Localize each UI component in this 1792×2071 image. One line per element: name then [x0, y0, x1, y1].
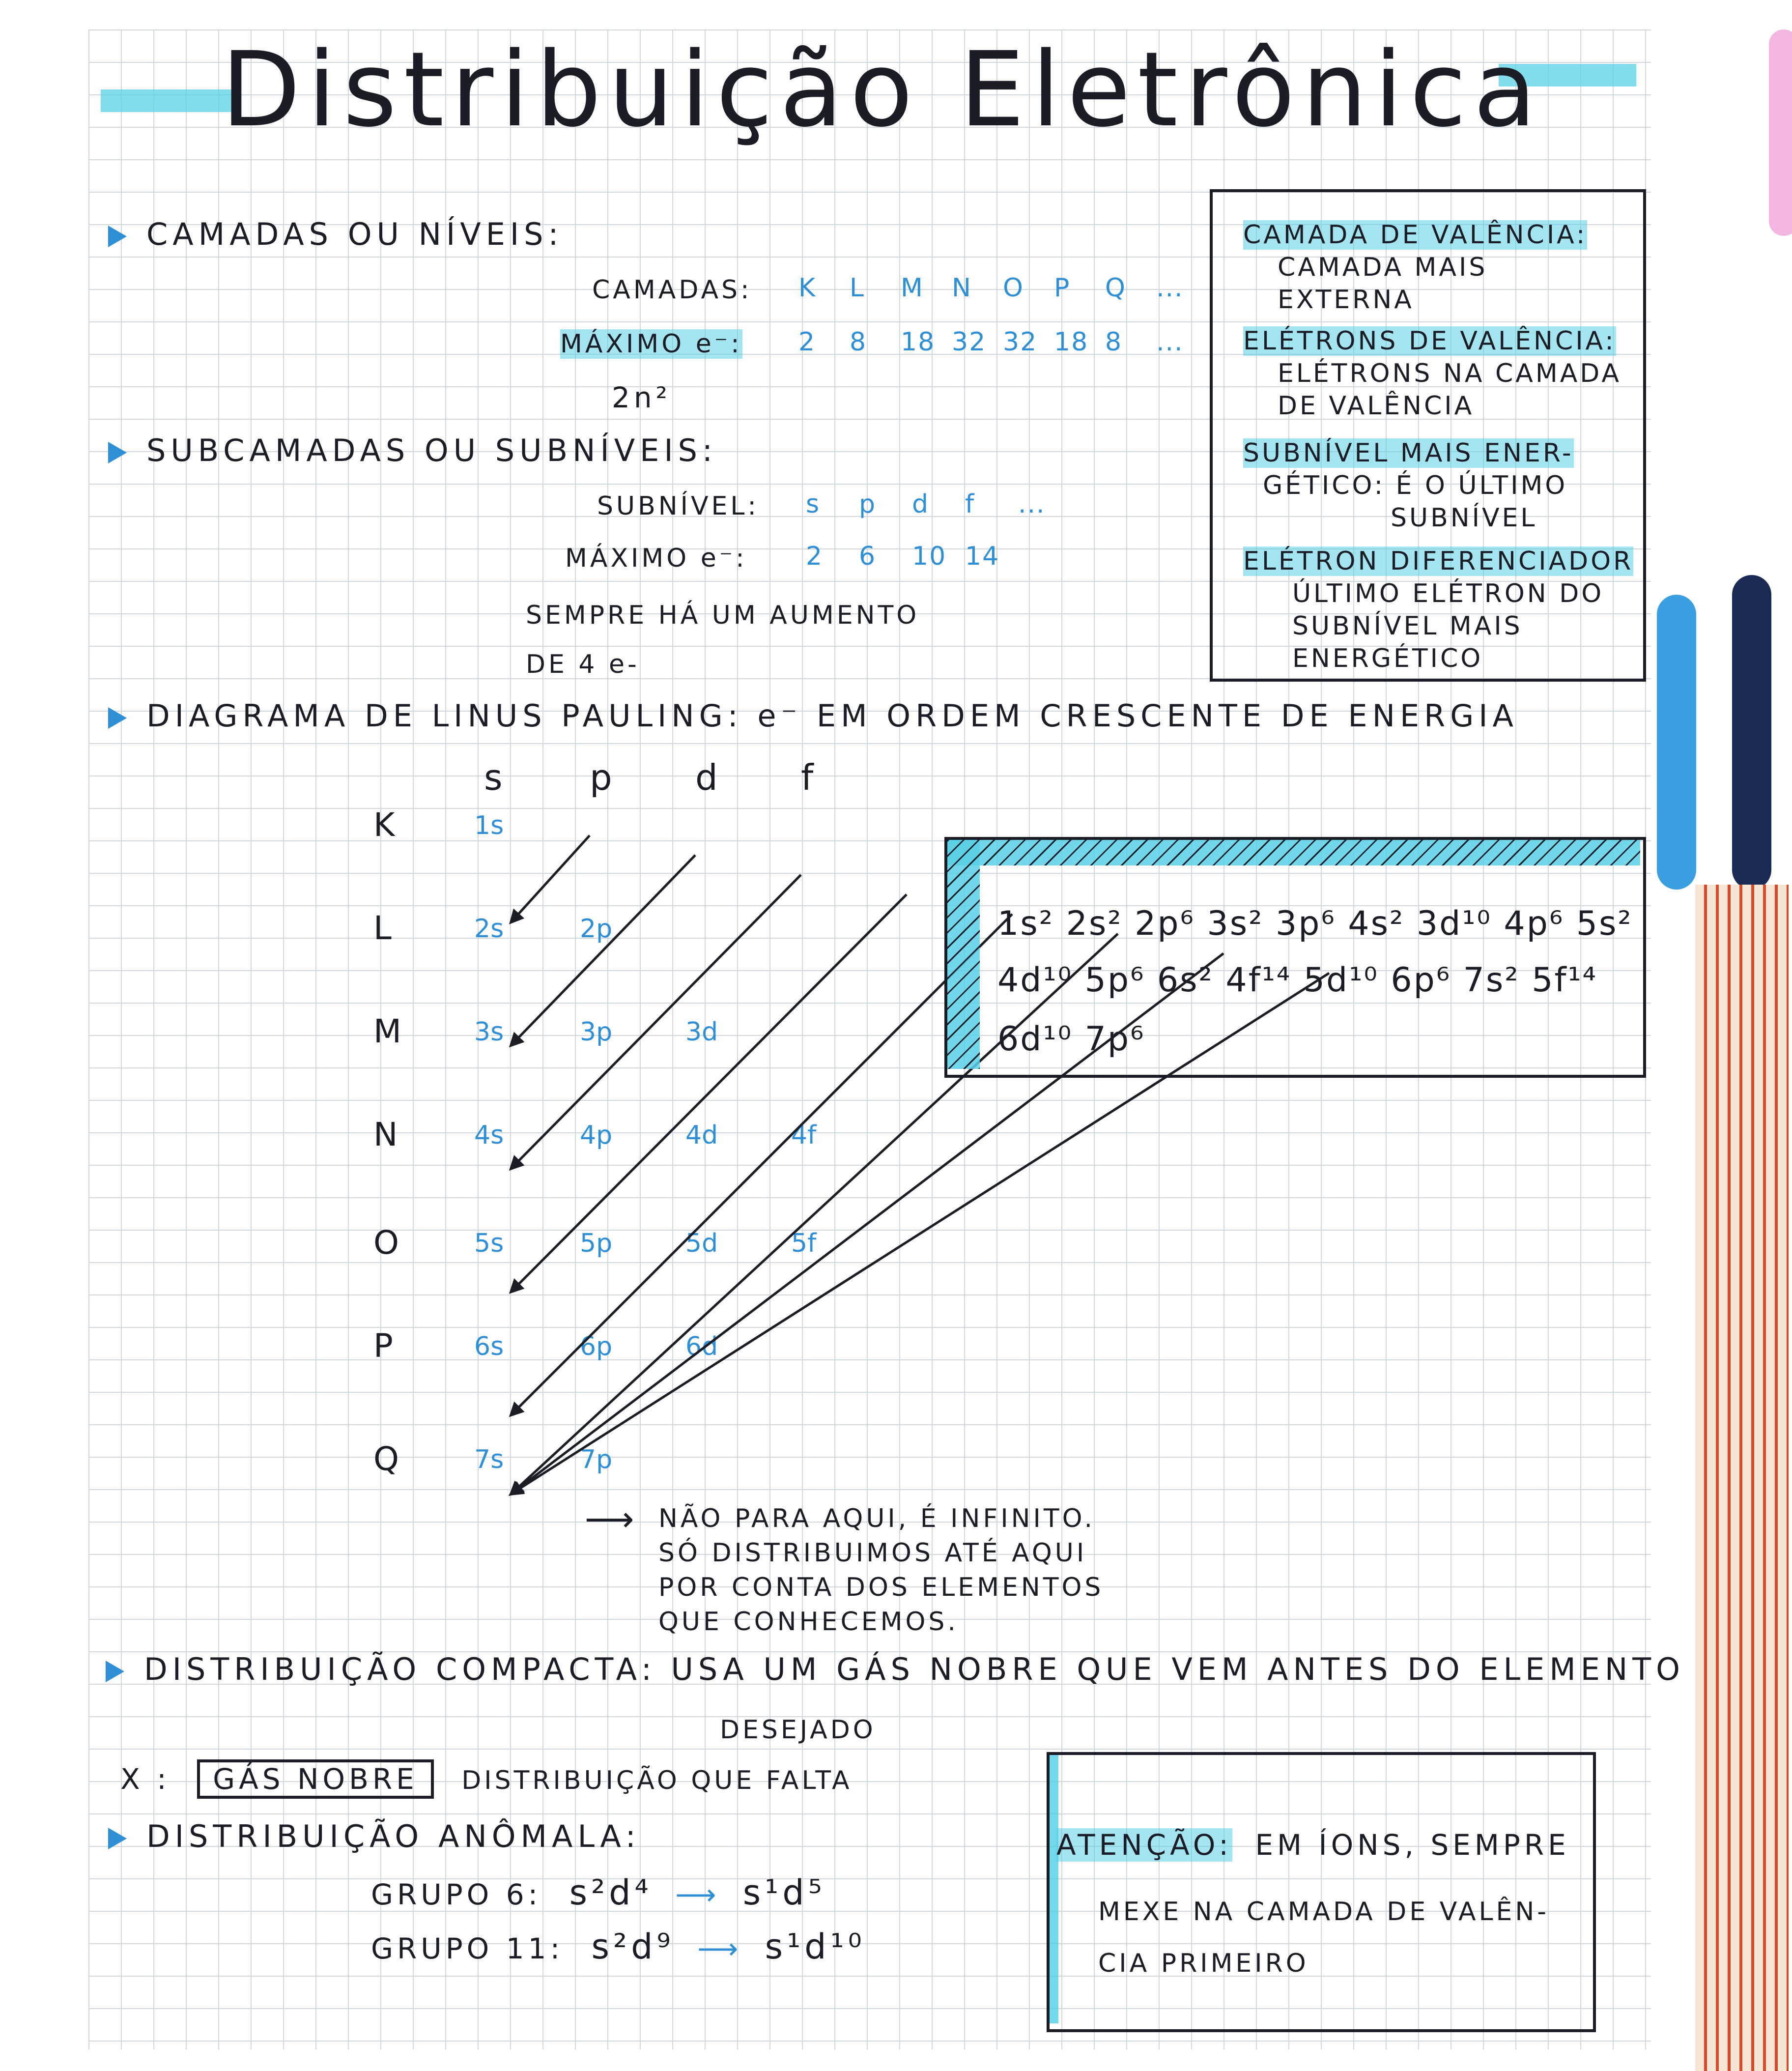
camada-letter: Q: [1105, 273, 1126, 303]
compacta-gas: GÁS NOBRE: [197, 1759, 434, 1799]
pauling-column-header: s: [484, 757, 507, 798]
grupo11-from: s²d⁹: [591, 1927, 675, 1967]
pauling-shell-label: N: [373, 1116, 398, 1153]
pauling-shell-label: Q: [373, 1440, 399, 1478]
atencao-line-0: [1056, 1828, 1570, 1862]
pauling-arrow: [511, 835, 590, 922]
grupo11-row: [371, 1927, 866, 1967]
sequence-box-hatch-left: [947, 840, 980, 1069]
pauling-column-header: p: [590, 757, 616, 798]
pauling-orbital-cell: 2s: [474, 914, 504, 944]
grupo6-arrow-icon: ⟶: [675, 1878, 720, 1911]
pauling-note-2: SÓ DISTRIBUIMOS ATÉ AQUI: [658, 1538, 1087, 1568]
subnivel-letter: f: [965, 489, 975, 519]
camada-letter: M: [901, 273, 924, 303]
anomala-heading: DISTRIBUIÇÃO ANÔMALA:: [108, 1818, 641, 1854]
def-3-title: SUBNÍVEL MAIS ENER-: [1243, 438, 1574, 468]
camada-letter: N: [952, 273, 972, 303]
pauling-orbital-cell: 5s: [474, 1229, 504, 1258]
camada-letter: ...: [1156, 273, 1184, 303]
subnivel-letter: d: [912, 489, 930, 519]
arrow-right-icon: ⟶: [585, 1499, 634, 1539]
camada-max-value: 32: [1003, 327, 1038, 357]
def-4-title: ELÉTRON DIFERENCIADOR: [1243, 547, 1634, 576]
grupo6-from: s²d⁴: [569, 1872, 653, 1913]
pauling-orbital-cell: 7p: [580, 1445, 613, 1474]
pauling-orbital-cell: 4p: [580, 1121, 613, 1150]
subcamadas-heading: SUBCAMADAS OU SUBNÍVEIS:: [108, 432, 717, 468]
pauling-orbital-cell: 3d: [685, 1017, 718, 1047]
subnivel-max-value: 14: [965, 542, 1000, 571]
def-4-body-2: SUBNÍVEL MAIS: [1292, 611, 1523, 641]
camada-letter: K: [798, 273, 817, 303]
sequence-line-2: 4d¹⁰ 5p⁶ 6s² 4f¹⁴ 5d¹⁰ 6p⁶ 7s² 5f¹⁴: [997, 961, 1597, 1000]
subnivel-letter: ...: [1018, 489, 1046, 519]
pauling-shell-label: P: [373, 1327, 393, 1365]
def-1-title: CAMADA DE VALÊNCIA:: [1243, 220, 1588, 250]
grupo6-label: GRUPO 6:: [371, 1878, 542, 1911]
atencao-line-1: EM ÍONS, SEMPRE: [1255, 1828, 1570, 1862]
def-1-body-1: CAMADA MAIS: [1278, 253, 1488, 282]
subnivel-max-value: 6: [859, 542, 877, 571]
atencao-title: ATENÇÃO:: [1056, 1828, 1232, 1862]
page-title: Distribuição Eletrônica: [221, 29, 1543, 150]
atencao-box-accent: [1050, 1755, 1058, 2023]
def-4-body-3: ENERGÉTICO: [1292, 644, 1483, 673]
subnivel-max-value: 2: [806, 542, 824, 571]
pauling-arrow: [511, 914, 1012, 1415]
pauling-orbital-cell: 6d: [685, 1332, 718, 1361]
grupo6-to: s¹d⁵: [742, 1872, 826, 1913]
pauling-note-4: QUE CONHECEMOS.: [658, 1607, 959, 1637]
camada-max-value: 18: [1054, 327, 1089, 357]
camada-max-value: 32: [952, 327, 987, 357]
grupo11-to: s¹d¹⁰: [765, 1927, 866, 1967]
subnivel-note-1: SEMPRE HÁ UM AUMENTO: [526, 601, 920, 630]
grupo11-label: GRUPO 11:: [371, 1932, 564, 1965]
camada-max-value: ...: [1156, 327, 1184, 357]
pauling-orbital-cell: 4f: [791, 1121, 817, 1150]
camada-letter: P: [1054, 273, 1071, 303]
atencao-line-2: MEXE NA CAMADA DE VALÊN-: [1098, 1897, 1550, 1927]
sequence-box-hatch-top: [947, 840, 1640, 865]
pauling-shell-label: K: [373, 806, 395, 844]
pauling-shell-label: O: [373, 1224, 399, 1262]
pauling-orbital-cell: 7s: [474, 1445, 504, 1474]
camada-letter: L: [850, 273, 865, 303]
subnivel-max-value: 10: [912, 542, 947, 571]
camadas-heading: CAMADAS OU NÍVEIS:: [108, 216, 563, 252]
pauling-arrow: [511, 855, 695, 1045]
bullet-icon: [106, 1661, 124, 1682]
camada-letter: O: [1003, 273, 1024, 303]
compacta-heading: DISTRIBUIÇÃO COMPACTA: USA UM GÁS NOBRE QUE VEM ANTES DO ELEMENTO: [106, 1651, 1685, 1687]
def-2-body-1: ELÉTRONS NA CAMADA: [1278, 359, 1621, 388]
pauling-arrow: [511, 875, 801, 1169]
pauling-column-header: f: [801, 757, 818, 798]
pauling-column-header: d: [695, 757, 722, 798]
pauling-orbital-cell: 6p: [580, 1332, 613, 1361]
compacta-rest: DISTRIBUIÇÃO QUE FALTA: [461, 1766, 853, 1795]
def-2-title: ELÉTRONS DE VALÊNCIA:: [1243, 326, 1616, 356]
pauling-note-3: POR CONTA DOS ELEMENTOS: [658, 1573, 1104, 1602]
camada-max-value: 18: [901, 327, 936, 357]
compacta-x: X :: [120, 1762, 171, 1796]
compacta-example: [120, 1759, 853, 1799]
pauling-shell-label: M: [373, 1012, 401, 1050]
camada-max-value: 2: [798, 327, 816, 357]
subnivel-max-label: MÁXIMO e⁻:: [565, 544, 747, 573]
def-2-body-2: DE VALÊNCIA: [1278, 391, 1475, 421]
camadas-formula: 2n²: [612, 381, 671, 414]
pauling-orbital-cell: 5p: [580, 1229, 613, 1258]
def-3-body-1: GÉTICO: É O ÚLTIMO: [1263, 471, 1568, 500]
atencao-box: [1047, 1752, 1596, 2032]
camadas-label: CAMADAS:: [592, 275, 752, 305]
pauling-orbital-cell: 3p: [580, 1017, 613, 1047]
pauling-shell-label: L: [373, 909, 392, 947]
sequence-line-3: 6d¹⁰ 7p⁶: [997, 1020, 1145, 1059]
pauling-orbital-cell: 5f: [791, 1229, 817, 1258]
camadas-max-label: MÁXIMO e⁻:: [560, 329, 742, 359]
pauling-orbital-cell: 1s: [474, 811, 504, 840]
linus-heading: DIAGRAMA DE LINUS PAULING: e⁻ EM ORDEM CRESCENTE DE ENERGIA: [108, 698, 1518, 734]
pauling-note-1: NÃO PARA AQUI, É INFINITO.: [658, 1504, 1096, 1533]
def-4-body-1: ÚLTIMO ELÉTRON DO: [1292, 579, 1604, 608]
pauling-orbital-cell: 6s: [474, 1332, 504, 1361]
subnivel-label: SUBNÍVEL:: [597, 491, 759, 521]
pauling-orbital-cell: 4d: [685, 1121, 718, 1150]
sequence-line-1: 1s² 2s² 2p⁶ 3s² 3p⁶ 4s² 3d¹⁰ 4p⁶ 5s²: [997, 904, 1633, 943]
subnivel-letter: s: [806, 489, 821, 519]
def-1-body-2: EXTERNA: [1278, 285, 1414, 315]
pauling-orbital-cell: 5d: [685, 1229, 718, 1258]
pauling-orbital-cell: 2p: [580, 914, 613, 944]
atencao-line-3: CIA PRIMEIRO: [1098, 1949, 1309, 1978]
grupo11-arrow-icon: ⟶: [697, 1932, 742, 1965]
subnivel-note-2: DE 4 e-: [526, 650, 640, 679]
grupo6-row: [371, 1872, 826, 1913]
pauling-orbital-cell: 4s: [474, 1121, 504, 1150]
bullet-icon: [108, 1828, 127, 1849]
def-3-body-2: SUBNÍVEL: [1391, 503, 1537, 533]
pauling-arrow: [511, 894, 907, 1292]
compacta-heading-cont: DESEJADO: [720, 1715, 876, 1745]
camada-max-value: 8: [1105, 327, 1123, 357]
camada-max-value: 8: [850, 327, 867, 357]
pauling-orbital-cell: 3s: [474, 1017, 504, 1047]
subnivel-letter: p: [859, 489, 877, 519]
